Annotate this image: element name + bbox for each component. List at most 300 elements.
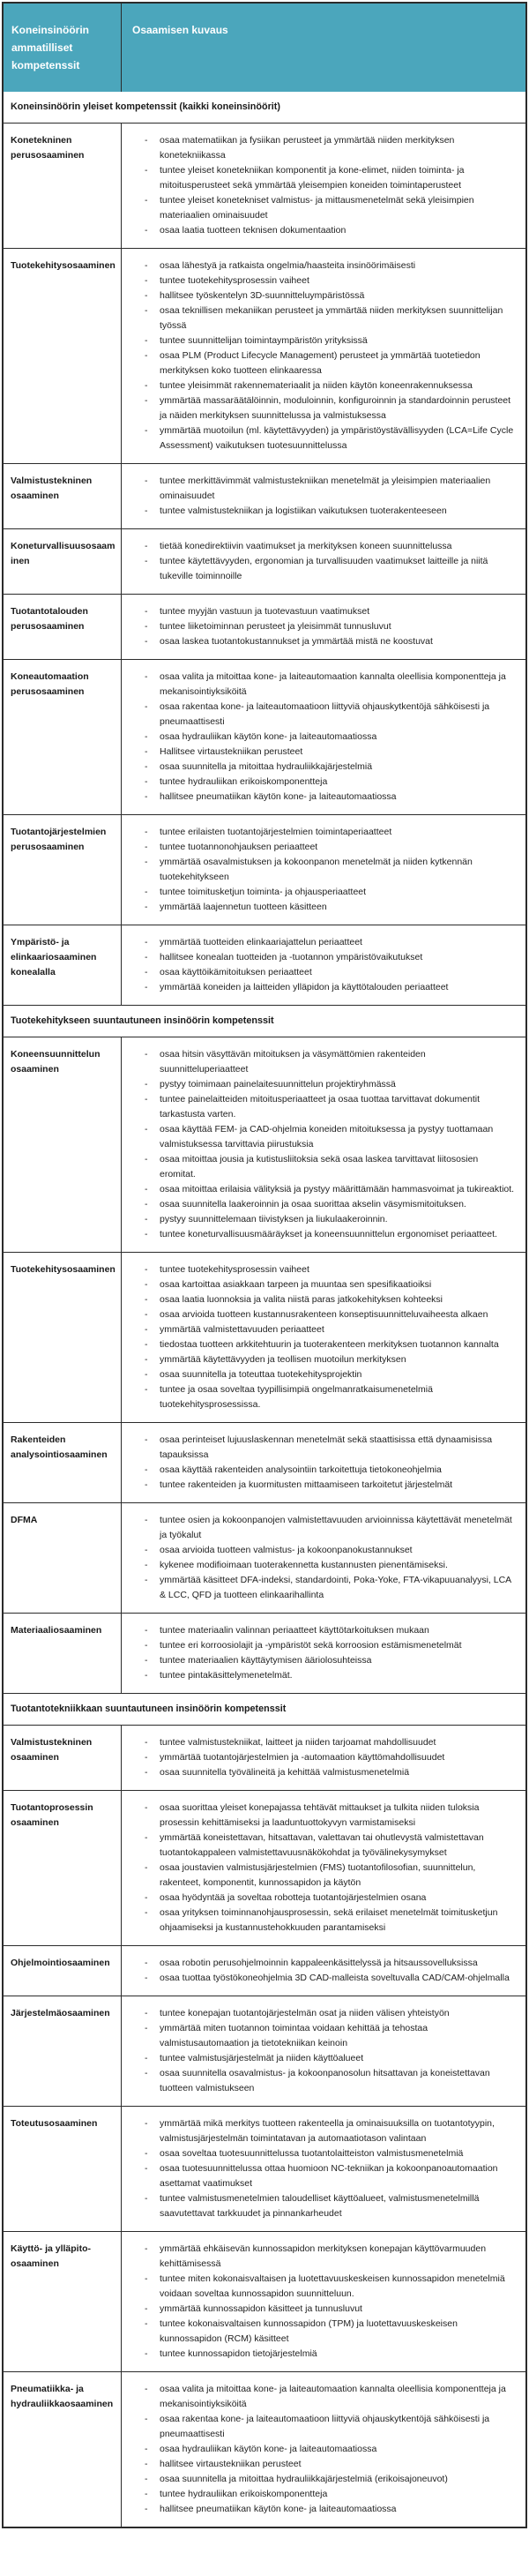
bullet-text: osaa suunnitella laakeroinnin ja osaa suorittaa akselin väsymismitoituksen.: [160, 1199, 466, 1209]
dash-bullet-icon: -: [145, 380, 148, 391]
competence-label: Tuotantotalouden perusosaaminen: [4, 595, 122, 659]
competence-description: [122, 464, 525, 528]
dash-bullet-icon: -: [145, 2303, 148, 2314]
competence-description: [122, 1614, 525, 1693]
bullet-item: [132, 935, 517, 950]
competence-description: [122, 2107, 525, 2231]
competence-row: [4, 925, 525, 1005]
bullet-item: [132, 1750, 517, 1765]
dash-bullet-icon: -: [145, 842, 148, 852]
competence-description: [122, 815, 525, 925]
bullet-item: [132, 2382, 517, 2412]
dash-bullet-icon: -: [145, 791, 148, 802]
bullet-item: [132, 2412, 517, 2442]
bullet-item: [132, 730, 517, 745]
dash-bullet-icon: -: [145, 1049, 148, 1060]
dash-bullet-icon: -: [145, 1545, 148, 1555]
dash-bullet-icon: -: [145, 1862, 148, 1873]
bullet-text: hallitsee virtaustekniikan perusteet: [160, 2459, 302, 2469]
bullet-text: tuntee kunnossapidon tietojärjestelmiä: [160, 2348, 317, 2359]
dash-bullet-icon: -: [145, 2384, 148, 2394]
bullet-text: osaa hydrauliikan käytön kone- ja laiteautomaatiossa: [160, 731, 377, 742]
bullet-item: [132, 745, 517, 760]
competence-row: [4, 2371, 525, 2527]
competence-label: Järjestelmäosaaminen: [4, 1996, 122, 2106]
dash-bullet-icon: -: [145, 1767, 148, 1778]
bullet-item: [132, 2051, 517, 2066]
competence-label: Ohjelmointiosaaminen: [4, 1946, 122, 1996]
dash-bullet-icon: -: [145, 1973, 148, 1983]
dash-bullet-icon: -: [145, 350, 148, 361]
dash-bullet-icon: -: [145, 827, 148, 837]
bullet-text: tuntee ja osaa soveltaa tyypillisimpiä ongelmanratkaisumenetelmiä tuotekehitysprosessissa.: [160, 1384, 433, 1410]
dash-bullet-icon: -: [145, 135, 148, 146]
bullet-text: ymmärtää koneistettavan, hitsattavan, valettavan tai ohutlevystä valmistettavan tuotantokappaleen valmistettavuusnäkökohdat ja työvälinekysymykset: [160, 1832, 484, 1858]
bullet-text: tuntee koneturvallisuusmääräykset ja koneensuunnittelun ergonomiset periaatteet.: [160, 1229, 497, 1239]
competence-description: [122, 1503, 525, 1613]
competence-row: [4, 2106, 525, 2231]
competence-label: Tuotekehitysosaaminen: [4, 1253, 122, 1422]
bullet-text: tuntee hydrauliikan erikoiskomponentteja: [160, 776, 328, 787]
bullet-item: [132, 1212, 517, 1227]
bullet-item: [132, 900, 517, 915]
competence-row: [4, 463, 525, 528]
competence-description: [122, 2232, 525, 2371]
competence-label: Valmistustekninen osaaminen: [4, 1726, 122, 1790]
bullet-item: [132, 1433, 517, 1463]
bullet-text: osaa soveltaa tuotesuunnittelussa tuotantolaitteiston valmistusmenetelmiä: [160, 2148, 464, 2159]
dash-bullet-icon: -: [145, 671, 148, 682]
bullet-item: [132, 2161, 517, 2191]
bullet-text: tuntee osien ja kokoonpanojen valmistettavuuden arvioinnissa käytettävät menetelmät ja työkalut: [160, 1515, 512, 1540]
dash-bullet-icon: -: [145, 290, 148, 301]
bullet-item: [132, 1653, 517, 1668]
bullet-text: osaa suunnitella osavalmistus- ja kokoonpanosolun hitsattavan ja koneistettavan tuotteen valmistukseen: [160, 2068, 490, 2093]
bullet-text: ymmärtää massaräätälöinnin, moduloinnin, konfiguroinnin ja standardoinnin perusteet ja näiden merkityksen suunnittelussa ja valmistuksessa: [160, 395, 511, 421]
competence-label: Materiaaliosaaminen: [4, 1614, 122, 1693]
dash-bullet-icon: -: [145, 857, 148, 867]
bullet-text: osaa suunnitella ja toteuttaa tuotekehitysprojektin: [160, 1369, 362, 1380]
bullet-item: [132, 1638, 517, 1653]
competence-description: [122, 249, 525, 463]
bullet-text: osaa matematiikan ja fysiikan perusteet ja ymmärtää niiden merkityksen konetekniikassa: [160, 135, 455, 161]
bullet-text: osaa joustavien valmistusjärjestelmien (FMS) tuotantofilosofian, suunnittelun, rakenteet, komponentit, kunnossapidon ja käytön: [160, 1862, 476, 1888]
dash-bullet-icon: -: [145, 746, 148, 757]
bullet-item: [132, 1891, 517, 1906]
dash-bullet-icon: -: [145, 1229, 148, 1239]
dash-bullet-icon: -: [145, 1802, 148, 1813]
bullet-text: ymmärtää kunnossapidon käsitteet ja tunnusluvut: [160, 2303, 362, 2314]
bullet-text: osaa teknillisen mekaniikan perusteet ja ymmärtää niiden merkityksen suunnittelijan työssä: [160, 305, 503, 331]
competence-label: Pneumatiikka- ja hydrauliikkaosaaminen: [4, 2372, 122, 2527]
bullet-item: [132, 1092, 517, 1122]
competence-row: [4, 1422, 525, 1502]
dash-bullet-icon: -: [145, 1294, 148, 1305]
dash-bullet-icon: -: [145, 195, 148, 206]
bullet-item: [132, 504, 517, 519]
bullet-text: tuntee yleiset konetekniikan komponentit ja kone-elimet, niiden toiminta- ja mitoitusperusteet sekä ymmärtää yleisempien koneiden toimintaperusteet: [160, 165, 465, 191]
bullet-text: tiedostaa tuotteen arkkitehtuurin ja tuoterakenteen merkityksen tuotannon kannalta: [160, 1339, 499, 1350]
dash-bullet-icon: -: [145, 1184, 148, 1194]
bullet-item: [132, 1337, 517, 1352]
bullet-item: [132, 378, 517, 393]
bullet-text: tuntee valmistusmenetelmien taloudelliset käyttöalueet, valmistusmenetelmillä saavutettavat tarkkuudet ja pinnankarheudet: [160, 2193, 480, 2219]
bullet-text: tuntee myyjän vastuun ja tuotevastuun vaatimukset: [160, 606, 370, 617]
dash-bullet-icon: -: [145, 902, 148, 912]
bullet-text: tuntee merkittävimmät valmistustekniikan menetelmät ja yleisimpien materiaalien ominaisuudet: [160, 476, 491, 501]
bullet-item: [132, 1262, 517, 1277]
bullet-item: [132, 1077, 517, 1092]
bullet-item: [132, 1352, 517, 1367]
dash-bullet-icon: -: [145, 2348, 148, 2359]
bullet-text: osaa PLM (Product Lifecycle Management) perusteet ja ymmärtää tuotetiedon merkityksen koko tuotteen elinkaaressa: [160, 350, 481, 376]
header-col-competences: Koneinsinöörin ammatilliset kompetenssit: [4, 4, 122, 92]
competence-description: [122, 660, 525, 814]
bullet-text: tietää konedirektiivin vaatimukset ja merkityksen koneen suunnittelussa: [160, 541, 452, 551]
bullet-text: tuntee painelaitteiden mitoitusperiaatteet ja osaa tuottaa tarvittavat dokumentit tarkastusta varten.: [160, 1094, 481, 1120]
dash-bullet-icon: -: [145, 887, 148, 897]
bullet-item: [132, 288, 517, 303]
competence-description: [122, 1253, 525, 1422]
bullet-item: [132, 333, 517, 348]
bullet-text: osaa valita ja mitoittaa kone- ja laiteautomaation kannalta oleellisia komponentteja ja mekanisointiyksiköitä: [160, 671, 506, 697]
bullet-item: [132, 1292, 517, 1307]
dash-bullet-icon: -: [145, 1464, 148, 1475]
dash-bullet-icon: -: [145, 541, 148, 551]
bullet-text: tuntee toimitusketjun toiminta- ja ohjausperiaatteet: [160, 887, 367, 897]
bullet-item: [132, 474, 517, 504]
bullet-text: osaa käyttää rakenteiden analysointiin tarkoitettuja tietokoneohjelmia: [160, 1464, 442, 1475]
bullet-text: osaa arvioida tuotteen kustannusrakenteen konseptisuunnitteluvaiheesta alkaen: [160, 1309, 488, 1320]
dash-bullet-icon: -: [145, 1892, 148, 1903]
competence-row: [4, 248, 525, 463]
bullet-item: [132, 2457, 517, 2472]
dash-bullet-icon: -: [145, 1434, 148, 1445]
dash-bullet-icon: -: [145, 2008, 148, 2018]
dash-bullet-icon: -: [145, 275, 148, 286]
bullet-item: [132, 1765, 517, 1780]
bullet-item: [132, 2502, 517, 2517]
bullet-item: [132, 1227, 517, 1242]
dash-bullet-icon: -: [145, 505, 148, 516]
competence-description: [122, 595, 525, 659]
dash-bullet-icon: -: [145, 260, 148, 271]
bullet-item: [132, 1573, 517, 1603]
bullet-item: [132, 1277, 517, 1292]
bullet-item: [132, 1623, 517, 1638]
bullet-text: osaa tuotesuunnittelussa ottaa huomioon NC-tekniikan ja kokoonpanoautomaation asettamat vaatimukset: [160, 2163, 498, 2189]
bullet-item: [132, 1861, 517, 1891]
bullet-text: hallitsee pneumatiikan käytön kone- ja laiteautomaatiossa: [160, 2504, 397, 2514]
section-header-2: Tuotantotekniikkaan suuntautuneen insinöörin kompetenssit: [4, 1693, 525, 1725]
dash-bullet-icon: -: [145, 2148, 148, 2159]
competence-label: Koneturvallisuusosaaminen: [4, 529, 122, 594]
bullet-item: [132, 840, 517, 855]
bullet-item: [132, 1307, 517, 1322]
dash-bullet-icon: -: [145, 636, 148, 647]
competence-table: [2, 2, 527, 2528]
bullet-text: osaa yrityksen toiminnanohjausprosessin, sekä erilaiset menetelmät toimitusketjun ohjaamiseksi ja kustannustehokkuuden parantamiseksi: [160, 1907, 498, 1933]
bullet-item: [132, 855, 517, 885]
dash-bullet-icon: -: [145, 2118, 148, 2129]
bullet-item: [132, 604, 517, 619]
bullet-text: tuntee liiketoiminnan perusteet ja yleisimmät tunnusluvut: [160, 621, 391, 632]
bullet-item: [132, 2317, 517, 2347]
bullet-text: ymmärtää ehkäisevän kunnossapidon merkityksen konepajan käyttövarmuuden kehittämisessä: [160, 2243, 487, 2269]
dash-bullet-icon: -: [145, 2318, 148, 2329]
dash-bullet-icon: -: [145, 1199, 148, 1209]
dash-bullet-icon: -: [145, 1640, 148, 1651]
bullet-item: [132, 1463, 517, 1478]
bullet-text: osaa laskea tuotantokustannukset ja ymmärtää mistä ne koostuvat: [160, 636, 433, 647]
bullet-item: [132, 193, 517, 223]
competence-label: Tuotantoprosessin osaaminen: [4, 1791, 122, 1945]
dash-bullet-icon: -: [145, 2474, 148, 2484]
bullet-item: [132, 1735, 517, 1750]
dash-bullet-icon: -: [145, 305, 148, 316]
bullet-text: tuntee miten kokonaisvaltaisen ja luotettavuuskeskeisen kunnossapidon menetelmiä voidaan soveltaa kunnossapidon suunnitteluun.: [160, 2273, 505, 2299]
bullet-item: [132, 775, 517, 790]
competence-description: [122, 1946, 525, 1996]
competence-row: [4, 1725, 525, 1790]
bullet-text: tuntee erilaisten tuotantojärjestelmien toimintaperiaatteet: [160, 827, 392, 837]
bullet-text: osaa mitoittaa erilaisia välityksiä ja pystyy määrittämään hammasvoimat ja tukireaktiot.: [160, 1184, 515, 1194]
bullet-text: tuntee kokonaisvaltaisen kunnossapidon (TPM) ja luotettavuuskeskeisen kunnossapidon (RCM) käsitteet: [160, 2318, 458, 2344]
bullet-text: ymmärtää tuotantojärjestelmien ja -automaation käyttömahdollisuudet: [160, 1752, 445, 1763]
bullet-item: [132, 2302, 517, 2317]
bullet-text: hallitsee työskentelyn 3D-suunnitteluympäristössä: [160, 290, 365, 301]
dash-bullet-icon: -: [145, 937, 148, 947]
dash-bullet-icon: -: [145, 1079, 148, 1090]
bullet-item: [132, 423, 517, 453]
bullet-item: [132, 2472, 517, 2487]
bullet-item: [132, 1801, 517, 1831]
bullet-text: tuntee pintakäsittelymenetelmät.: [160, 1670, 293, 1681]
competence-description: [122, 2372, 525, 2527]
dash-bullet-icon: -: [145, 2163, 148, 2174]
competence-label: Koneautomaation perusosaaminen: [4, 660, 122, 814]
bullet-text: osaa rakentaa kone- ja laiteautomaatioon liittyviä ohjauskytkentöjä sähköisesti ja pneumaattisesti: [160, 701, 490, 727]
bullet-text: osaa mitoittaa jousia ja kutistusliitoksia sekä osaa laskea tarvittavat liitososien eromitat.: [160, 1154, 479, 1179]
dash-bullet-icon: -: [145, 1154, 148, 1164]
bullet-item: [132, 1971, 517, 1986]
bullet-item: [132, 1558, 517, 1573]
competence-label: Käyttö- ja ylläpito-osaaminen: [4, 2232, 122, 2371]
bullet-item: [132, 760, 517, 775]
bullet-text: tuntee eri korroosiolajit ja -ympäristöt sekä korroosion estämismenetelmät: [160, 1640, 462, 1651]
competence-description: [122, 925, 525, 1005]
bullet-item: [132, 1543, 517, 1558]
bullet-text: osaa käyttää FEM- ja CAD-ohjelmia koneiden mitoituksessa ja pystyy tuottamaan valmistuksessa tarvittavia piirustuksia: [160, 1124, 494, 1149]
bullet-text: ymmärtää osavalmistuksen ja kokoonpanon menetelmät ja niiden kytkennän tuotekehitykseen: [160, 857, 473, 882]
dash-bullet-icon: -: [145, 1655, 148, 1666]
bullet-item: [132, 1122, 517, 1152]
bullet-text: ymmärtää tuotteiden elinkaariajattelun periaatteet: [160, 937, 362, 947]
competence-description: [122, 1791, 525, 1945]
bullet-item: [132, 303, 517, 333]
bullet-text: tuntee valmistusjärjestelmät ja niiden käyttöalueet: [160, 2053, 364, 2063]
bullet-item: [132, 539, 517, 554]
dash-bullet-icon: -: [145, 982, 148, 992]
bullet-item: [132, 2272, 517, 2302]
dash-bullet-icon: -: [145, 2273, 148, 2284]
dash-bullet-icon: -: [145, 1309, 148, 1320]
dash-bullet-icon: -: [145, 1625, 148, 1636]
bullet-text: ymmärtää mikä merkitys tuotteen rakenteella ja ominaisuuksilla on tuotantotyypin, valmistusjärjestelmän toimintatavan ja automaatiotason valintaan: [160, 2118, 495, 2144]
competence-row: [4, 1613, 525, 1693]
bullet-item: [132, 1906, 517, 1936]
bullet-item: [132, 1047, 517, 1077]
bullet-text: hallitsee konealan tuotteiden ja -tuotannon ympäristövaikutukset: [160, 952, 423, 962]
bullet-item: [132, 825, 517, 840]
dash-bullet-icon: -: [145, 1324, 148, 1335]
bullet-text: osaa suunnitella ja mitoittaa hydrauliikkajärjestelmiä: [160, 761, 373, 772]
dash-bullet-icon: -: [145, 1737, 148, 1748]
dash-bullet-icon: -: [145, 606, 148, 617]
bullet-text: ymmärtää käytettävyyden ja teollisen muotoilun merkityksen: [160, 1354, 406, 1365]
dash-bullet-icon: -: [145, 476, 148, 486]
bullet-text: osaa lähestyä ja ratkaista ongelmia/haasteita insinöörimäisesti: [160, 260, 416, 271]
dash-bullet-icon: -: [145, 1354, 148, 1365]
bullet-item: [132, 1956, 517, 1971]
bullet-text: osaa hyödyntää ja soveltaa robotteja tuotantojärjestelmien osana: [160, 1892, 427, 1903]
dash-bullet-icon: -: [145, 2023, 148, 2033]
dash-bullet-icon: -: [145, 1124, 148, 1134]
bullet-text: osaa hitsin väsyttävän mitoituksen ja väsymättömien rakenteiden suunnitteluperiaatteet: [160, 1049, 426, 1075]
competence-row: [4, 1502, 525, 1613]
header-col-description: Osaamisen kuvaus: [132, 24, 228, 36]
bullet-item: [132, 1831, 517, 1861]
competence-row: [4, 594, 525, 659]
competence-label: Ympäristö- ja elinkaariosaaminen konealalla: [4, 925, 122, 1005]
bullet-item: [132, 133, 517, 163]
bullet-item: [132, 619, 517, 634]
bullet-text: osaa valita ja mitoittaa kone- ja laiteautomaation kannalta oleellisia komponentteja ja mekanisointiyksiköitä: [160, 2384, 506, 2409]
dash-bullet-icon: -: [145, 2193, 148, 2204]
bullet-text: tuntee suunnittelijan toimintaympäristön yrityksissä: [160, 335, 368, 346]
bullet-item: [132, 2242, 517, 2272]
competence-row: [4, 1790, 525, 1945]
dash-bullet-icon: -: [145, 165, 148, 176]
dash-bullet-icon: -: [145, 761, 148, 772]
bullet-item: [132, 2006, 517, 2021]
competence-label: Toteutusosaaminen: [4, 2107, 122, 2231]
dash-bullet-icon: -: [145, 2459, 148, 2469]
dash-bullet-icon: -: [145, 1958, 148, 1968]
bullet-text: Hallitsee virtaustekniikan perusteet: [160, 746, 303, 757]
competence-row: [4, 528, 525, 594]
bullet-text: osaa hydrauliikan käytön kone- ja laiteautomaatiossa: [160, 2444, 377, 2454]
dash-bullet-icon: -: [145, 2068, 148, 2078]
dash-bullet-icon: -: [145, 1752, 148, 1763]
competence-description: [122, 124, 525, 248]
competence-label: DFMA: [4, 1503, 122, 1613]
dash-bullet-icon: -: [145, 425, 148, 436]
bullet-item: [132, 2191, 517, 2221]
bullet-text: tuntee materiaalin valinnan periaatteet käyttötarkoituksen mukaan: [160, 1625, 429, 1636]
bullet-text: osaa suorittaa yleiset konepajassa tehtävät mittaukset ja tulkita niiden tuloksia prosessin kehittämiseksi ja laaduntuottokyvyn varmistamiseksi: [160, 1802, 480, 1828]
dash-bullet-icon: -: [145, 2504, 148, 2514]
dash-bullet-icon: -: [145, 1515, 148, 1525]
bullet-item: [132, 2442, 517, 2457]
bullet-text: ymmärtää käsitteet DFA-indeksi, standardointi, Poka-Yoke, FTA-vikapuuanalyysi, LCA & LCC, QFD ja tuotteen elinkaarihallinta: [160, 1575, 511, 1600]
bullet-text: tuntee rakenteiden ja kuormitusten mittaamiseen tarkoitetut järjestelmät: [160, 1479, 453, 1490]
dash-bullet-icon: -: [145, 1575, 148, 1585]
dash-bullet-icon: -: [145, 1670, 148, 1681]
bullet-item: [132, 1322, 517, 1337]
bullet-item: [132, 1182, 517, 1197]
bullet-item: [132, 670, 517, 700]
bullet-item: [132, 950, 517, 965]
bullet-text: osaa käyttöikämitoituksen periaatteet: [160, 967, 312, 977]
competence-row: [4, 2231, 525, 2371]
bullet-text: ymmärtää miten tuotannon toimintaa voidaan kehittää ja tehostaa valmistusautomaation ja tietotekniikan keinoin: [160, 2023, 428, 2048]
dash-bullet-icon: -: [145, 395, 148, 406]
bullet-text: hallitsee pneumatiikan käytön kone- ja laiteautomaatiossa: [160, 791, 397, 802]
bullet-text: osaa laatia tuotteen teknisen dokumentaation: [160, 225, 346, 236]
competence-description: [122, 529, 525, 594]
bullet-item: [132, 273, 517, 288]
competence-label: Tuotantojärjestelmien perusosaaminen: [4, 815, 122, 925]
dash-bullet-icon: -: [145, 2489, 148, 2499]
bullet-text: tuntee materiaalien käyttäytymisen ääriolosuhteissa: [160, 1655, 372, 1666]
dash-bullet-icon: -: [145, 1384, 148, 1395]
section-header-0: Koneinsinöörin yleiset kompetenssit (kaikki koneinsinöörit): [4, 92, 525, 123]
bullet-item: [132, 163, 517, 193]
dash-bullet-icon: -: [145, 1560, 148, 1570]
bullet-item: [132, 2487, 517, 2502]
bullet-item: [132, 348, 517, 378]
bullet-item: [132, 1382, 517, 1412]
bullet-text: tuntee valmistustekniikan ja logistiikan vaikutuksen tuoterakenteeseen: [160, 505, 447, 516]
dash-bullet-icon: -: [145, 225, 148, 236]
bullet-item: [132, 223, 517, 238]
bullet-item: [132, 885, 517, 900]
competence-row: [4, 659, 525, 814]
bullet-item: [132, 2347, 517, 2362]
dash-bullet-icon: -: [145, 731, 148, 742]
bullet-item: [132, 634, 517, 649]
dash-bullet-icon: -: [145, 556, 148, 566]
bullet-text: pystyy toimimaan painelaitesuunnittelun projektiryhmässä: [160, 1079, 396, 1090]
bullet-text: ymmärtää laajennetun tuotteen käsitteen: [160, 902, 327, 912]
bullet-item: [132, 1513, 517, 1543]
bullet-text: osaa suunnitella ja mitoittaa hydrauliikkajärjestelmiä (erikoisajoneuvot): [160, 2474, 448, 2484]
bullet-item: [132, 2146, 517, 2161]
dash-bullet-icon: -: [145, 1832, 148, 1843]
bullet-text: osaa kartoittaa asiakkaan tarpeen ja muuntaa sen spesifikaatioiksi: [160, 1279, 432, 1290]
dash-bullet-icon: -: [145, 2444, 148, 2454]
bullet-item: [132, 965, 517, 980]
dash-bullet-icon: -: [145, 1094, 148, 1105]
competence-description: [122, 1996, 525, 2106]
table-body: [4, 92, 525, 2527]
bullet-item: [132, 980, 517, 995]
competence-row: [4, 123, 525, 248]
bullet-item: [132, 1668, 517, 1683]
dash-bullet-icon: -: [145, 1479, 148, 1490]
bullet-text: tuntee konepajan tuotantojärjestelmän osat ja niiden välisen yhteistyön: [160, 2008, 450, 2018]
bullet-item: [132, 393, 517, 423]
bullet-text: osaa suunnitella työvälineitä ja kehittää valmistusmenetelmiä: [160, 1767, 410, 1778]
bullet-item: [132, 2021, 517, 2051]
bullet-text: pystyy suunnittelemaan tiivistyksen ja liukulaakeroinnin.: [160, 1214, 388, 1224]
bullet-item: [132, 790, 517, 805]
dash-bullet-icon: -: [145, 1907, 148, 1918]
dash-bullet-icon: -: [145, 2053, 148, 2063]
bullet-text: tuntee yleiset konetekniset valmistus- ja mittausmenetelmät sekä yleisimpien materiaalien ominaisuudet: [160, 195, 474, 221]
competence-row: [4, 1037, 525, 1252]
